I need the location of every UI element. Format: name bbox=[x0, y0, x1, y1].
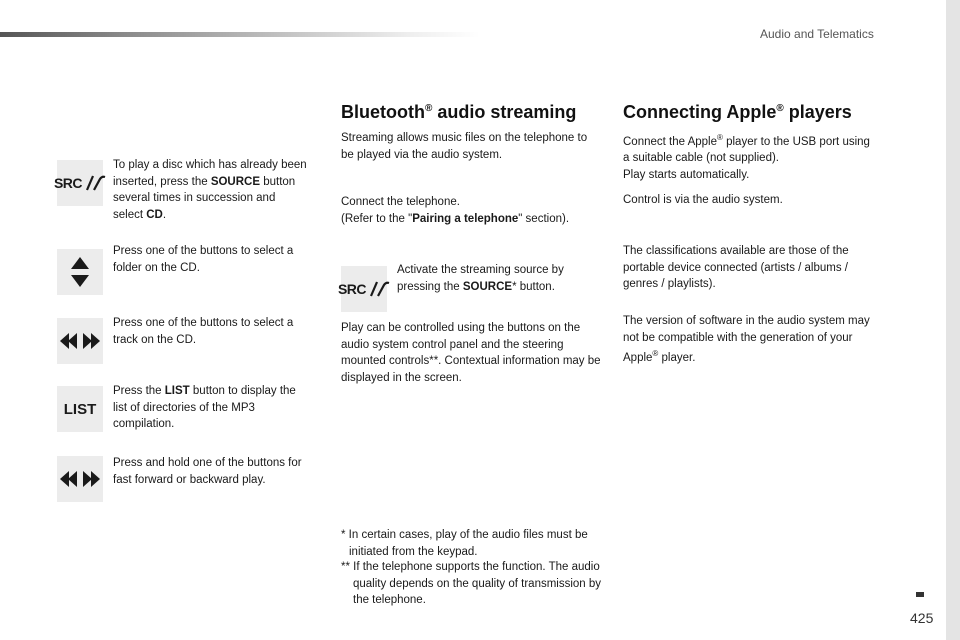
activate-streaming-text: Activate the streaming source by pressing the SOURCE* button. bbox=[397, 264, 564, 293]
source-button-icon-streaming: SRC bbox=[341, 266, 387, 312]
disc-play-instruction: To play a disc which has already been inserted, press the SOURCE button several times in succession and select CD. bbox=[113, 159, 307, 221]
page-marker bbox=[916, 592, 924, 597]
apple-control-text: Control is via the audio system. bbox=[623, 194, 783, 206]
list-button-icon: LIST bbox=[57, 386, 103, 432]
fast-forward-rewind-icon bbox=[57, 456, 103, 502]
footnote-double-star: ** If the telephone supports the function. The audio quality depends on the quality of transmission by the telephone. bbox=[341, 561, 602, 606]
apple-connect-text: Connect the Apple® player to the USB port using a suitable cable (not supplied). Play starts automatically. bbox=[623, 133, 870, 181]
page-number: 425 bbox=[910, 610, 934, 626]
bluetooth-intro: Streaming allows music files on the telephone to be played via the audio system. bbox=[341, 132, 588, 161]
list-button-instruction: Press the LIST button to display the list of directories of the MP3 compilation. bbox=[113, 385, 296, 430]
folder-select-instruction: Press one of the buttons to select a folder on the CD. bbox=[113, 245, 294, 274]
apple-heading: Connecting Apple® players bbox=[623, 102, 852, 122]
bluetooth-heading: Bluetooth® audio streaming bbox=[341, 102, 577, 122]
footnote-single-star: * In certain cases, play of the audio files must be initiated from the keypad. bbox=[341, 529, 588, 558]
track-select-instruction: Press one of the buttons to select a track on the CD. bbox=[113, 317, 294, 346]
apple-compatibility-text: The version of software in the audio system may not be compatible with the generation of your Apple® player. bbox=[623, 315, 870, 364]
header-rule bbox=[0, 32, 480, 37]
page-edge-rail bbox=[946, 0, 960, 640]
source-swirl-icon bbox=[84, 175, 106, 191]
apple-classifications-text: The classifications available are those of the portable device connected (artists / albums / genres / playlists). bbox=[623, 245, 849, 290]
connect-telephone-text: Connect the telephone. (Refer to the "Pairing a telephone" section). bbox=[341, 196, 570, 225]
fast-play-instruction: Press and hold one of the buttons for fast forward or backward play. bbox=[113, 457, 302, 486]
source-button-icon: SRC bbox=[57, 160, 103, 206]
skip-track-icon bbox=[57, 318, 103, 364]
source-swirl-icon bbox=[368, 281, 390, 297]
playback-control-text: Play can be controlled using the buttons on the audio system control panel and the steering mounted controls**. Contextual information may be displayed in the screen. bbox=[341, 322, 601, 384]
up-down-arrows-icon bbox=[57, 249, 103, 295]
section-title: Audio and Telematics bbox=[760, 27, 874, 41]
